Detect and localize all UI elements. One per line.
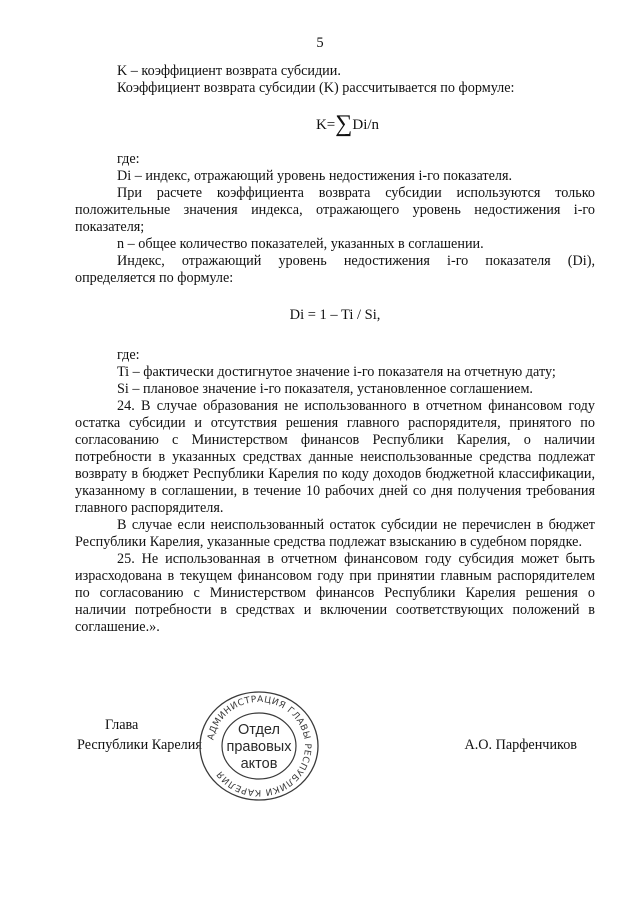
page-number: 5 <box>316 35 324 51</box>
paragraph-positive-values: При расчете коэффициента возврата субсидии используются только положительные значения индекса, отражающего уровень недостижения i-го показателя; <box>75 185 595 235</box>
stamp-center-line2: правовых <box>226 739 292 755</box>
signature-title-line2: Республики Карелия <box>77 737 202 753</box>
paragraph-clause-24-enforcement: В случае если неиспользованный остаток субсидии не перечислен в бюджет Республики Карелия, указанные средства подлежат взысканию в судебном порядке. <box>75 517 595 550</box>
formula-k-left: K= <box>315 117 336 133</box>
formula-di: Di = 1 – Ti / Si, <box>289 307 381 323</box>
formula-k <box>75 111 595 138</box>
paragraph-formula-intro: Коэффициент возврата субсидии (K) рассчитывается по формуле: <box>117 80 515 96</box>
sum-symbol: ∑ <box>335 111 353 137</box>
document-body <box>75 63 595 636</box>
paragraph-si-definition: Si – плановое значение i-го показателя, установленное соглашением. <box>117 381 533 397</box>
formula-k-right: Di/n <box>352 117 380 133</box>
signature-title-line1: Глава <box>105 717 139 733</box>
paragraph-di-definition: Di – индекс, отражающий уровень недостижения i-го показателя. <box>117 168 513 184</box>
stamp-ring-text: АДМИНИСТРАЦИЯ ГЛАВЫ РЕСПУБЛИКИ КАРЕЛИЯ <box>206 694 313 798</box>
paragraph-clause-24: 24. В случае образования не использованного в отчетном финансовом году остатка субсидии и отсутствия решения главного распорядителя, принятого по согласованию с Министерством финансов Республики Карелия, о наличии потребности в указанных средствах данные неиспользованные средства подлежат возврату в бюджет Республики Карелия по коду доходов бюджетной классификации, указанному в соглашении, в течение 10 рабочих дней со дня получения требования главного распорядителя. <box>75 398 595 516</box>
paragraph-where-2: где: <box>117 347 140 363</box>
signatory-name: А.О. Парфенчиков <box>464 737 577 753</box>
legal-department-stamp <box>198 690 320 802</box>
paragraph-where-1: где: <box>117 151 140 167</box>
paragraph-clause-25: 25. Не использованная в отчетном финансовом году субсидия может быть израсходована в текущем финансовом году при принятии главным распорядителем по согласованию с Министерством финансов Республики Карелия решения о наличии потребности в средствах и включении соответствующих положений в соглашение.». <box>75 551 595 635</box>
stamp-center-line1: Отдел <box>238 722 280 738</box>
paragraph-di-formula-intro: Индекс, отражающий уровень недостижения i-го показателя (Di), определяется по формуле: <box>75 253 595 286</box>
paragraph-ti-definition: Ti – фактически достигнутое значение i-го показателя на отчетную дату; <box>117 364 556 380</box>
stamp-center-line3: актов <box>240 756 278 772</box>
paragraph-k-definition: K – коэффициент возврата субсидии. <box>117 63 341 79</box>
paragraph-n-definition: n – общее количество показателей, указанных в соглашении. <box>117 236 484 252</box>
